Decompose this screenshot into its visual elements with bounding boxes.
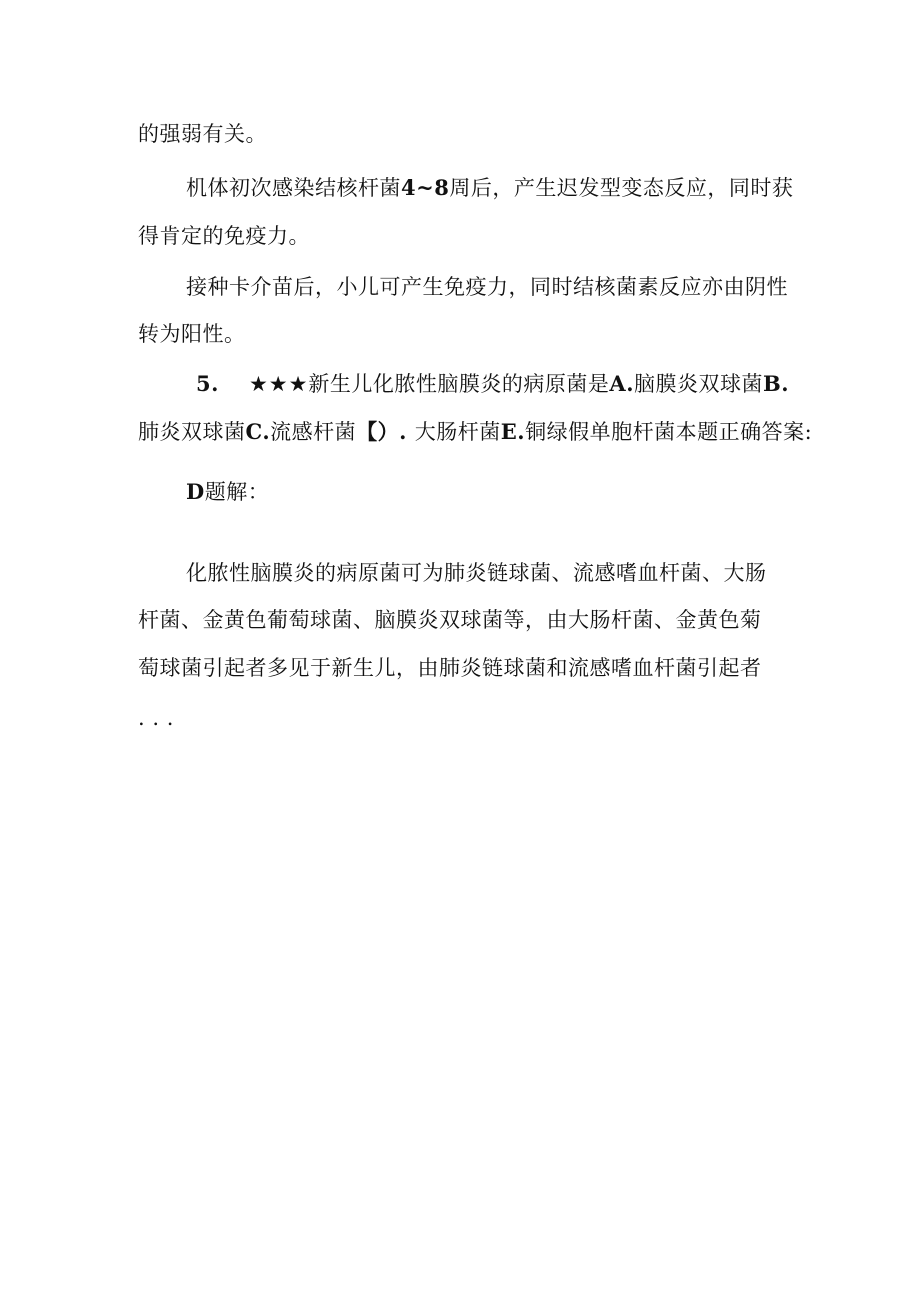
paragraph-3-line-2 <box>138 320 246 348</box>
answer-line <box>186 478 269 506</box>
paragraph-2-line-2 <box>138 222 310 250</box>
explanation-ellipsis <box>138 704 174 732</box>
text-segment: 杆菌、金黄色葡萄球菌、脑膜炎双球菌等，由大肠杆菌、金黄色菊 <box>138 608 762 632</box>
paragraph-1-line-1 <box>138 120 267 148</box>
text-segment-bold: 4~8 <box>401 175 450 200</box>
option-d-text: 大肠杆菌 <box>414 420 501 444</box>
text-segment: 的强弱有关。 <box>138 122 267 146</box>
text-segment: 接种卡介苗后，小儿可产生免疫力，同时结核菌素反应亦由阴性 <box>186 275 788 299</box>
question-stem: 新生儿化脓性脑膜炎的病原菌是 <box>308 372 610 396</box>
star-rating-icon: ★★★ <box>248 372 309 396</box>
text-segment: 转为阳性。 <box>138 322 246 346</box>
text-segment: 得肯定的免疫力。 <box>138 224 310 248</box>
answer-label: D <box>186 479 205 504</box>
ellipsis-text: . . . <box>138 706 174 730</box>
option-b-text: 肺炎双球菌 <box>138 420 246 444</box>
paragraph-3-line-1 <box>186 273 788 301</box>
option-e-label: E. <box>500 419 526 444</box>
option-b-label: B. <box>763 371 790 396</box>
question-number: 5. <box>196 371 219 396</box>
paragraph-2-line-1 <box>186 174 793 202</box>
explanation-line-2 <box>138 606 762 634</box>
option-a-text: 脑膜炎双球菌 <box>634 372 764 396</box>
option-c-label: C. <box>245 419 271 444</box>
text-segment: 周后，产生迟发型变态反应，同时获 <box>449 176 794 200</box>
explanation-line-3 <box>138 654 762 682</box>
explanation-line-1 <box>186 559 767 587</box>
text-segment: 机体初次感染结核杆菌 <box>186 176 401 200</box>
option-d-label: 【）. <box>356 419 415 444</box>
option-a-label: A. <box>609 371 635 396</box>
option-e-text: 铜绿假单胞杆菌本题正确答案: <box>525 420 813 444</box>
question-line-2 <box>138 418 812 446</box>
text-segment: 萄球菌引起者多见于新生儿，由肺炎链球菌和流感嗜血杆菌引起者 <box>138 656 762 680</box>
option-c-text: 流感杆菌 <box>270 420 357 444</box>
question-line-1 <box>196 370 789 398</box>
text-segment: 化脓性脑膜炎的病原菌可为肺炎链球菌、流感嗜血杆菌、大肠 <box>186 561 767 585</box>
answer-suffix: 题解： <box>204 480 270 504</box>
